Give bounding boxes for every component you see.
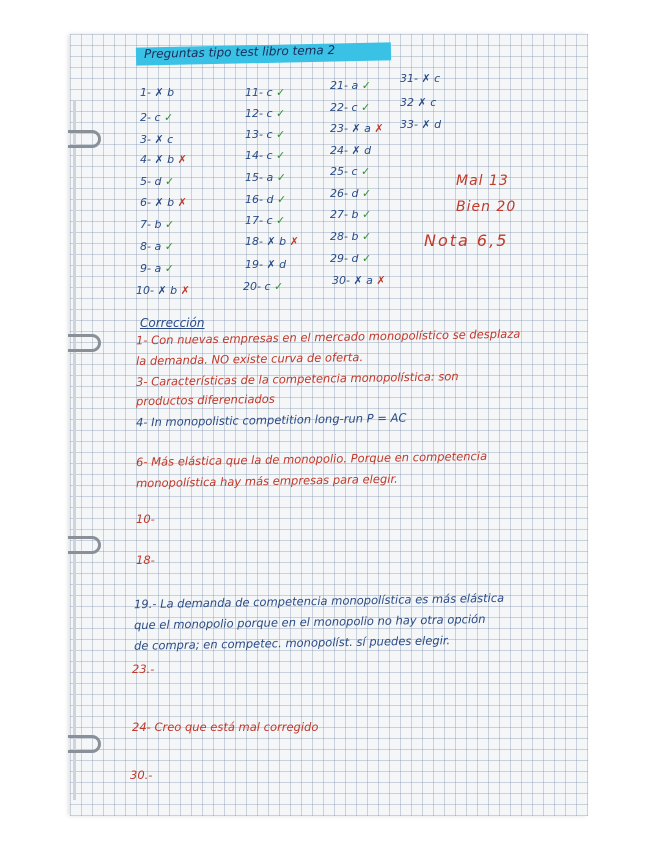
answer-item (400, 118, 441, 131)
answer-item (400, 96, 436, 109)
answer-mark: ✗ (177, 196, 187, 209)
correction-line: 4- In monopolistic competition long-run P = AC (135, 410, 407, 430)
answer-item (245, 193, 286, 206)
answer-item (136, 284, 190, 297)
answer-item (140, 218, 174, 231)
correction-line: 30.- (130, 768, 153, 782)
answer-item (245, 149, 285, 162)
answer-mark: ✗ (374, 122, 384, 135)
answer-item (332, 274, 386, 287)
answer-mark: ✓ (361, 208, 372, 221)
answer-item (330, 208, 371, 221)
answer-text: 5- d (140, 175, 162, 188)
answer-item (245, 128, 285, 141)
answer-text: 25- c (330, 165, 358, 178)
answer-mark: ✓ (276, 214, 286, 227)
answer-text: 4- ✗ b (140, 153, 175, 166)
correction-line: 24- Creo que está mal corregido (132, 720, 319, 734)
answer-item (243, 280, 283, 293)
answer-text: 27- b (330, 208, 359, 221)
answer-mark: ✗ (177, 153, 187, 166)
answer-text: 11- c (245, 86, 273, 99)
answer-mark: ✓ (164, 175, 175, 188)
answer-mark: ✓ (361, 165, 371, 178)
score-right: Bien 20 (456, 199, 517, 215)
answer-item (330, 187, 371, 200)
answer-item (330, 144, 371, 157)
correction-line: 19.- La demanda de competencia monopolística es más elástica (133, 590, 505, 612)
answer-mark: ✓ (164, 240, 174, 253)
answer-mark: ✓ (164, 111, 174, 124)
answer-mark: ✓ (276, 193, 287, 206)
answer-text: 8- a (140, 240, 162, 253)
answer-item (245, 86, 285, 99)
answer-text: 24- ✗ d (330, 144, 372, 157)
answer-text: 10- ✗ b (136, 284, 178, 297)
answer-item (330, 165, 370, 178)
answer-item (140, 153, 187, 166)
answer-text: 12- c (245, 107, 273, 120)
answer-text: 7- b (140, 218, 162, 231)
answer-text: 15- a (245, 171, 274, 184)
correction-line: 23.- (132, 662, 155, 676)
answer-mark: ✓ (276, 171, 286, 184)
correction-line: que el monopolio porque en el monopolio no hay otra opción (133, 611, 486, 633)
answer-mark: ✓ (164, 262, 174, 275)
answer-mark: ✓ (361, 101, 371, 114)
answer-text: 18- ✗ b (245, 235, 287, 248)
answer-text: 21- a (330, 79, 359, 92)
answer-text: 22- c (330, 101, 358, 114)
answer-mark: ✓ (361, 252, 372, 265)
binder-ring (68, 536, 101, 554)
answer-mark: ✓ (276, 149, 286, 162)
answer-item (330, 122, 384, 135)
answer-text: 29- d (330, 252, 359, 265)
final-grade: Nota 6,5 (424, 231, 509, 250)
answer-mark: ✗ (376, 274, 386, 287)
answer-text: 14- c (245, 149, 273, 162)
answer-item (140, 175, 174, 188)
answer-item (245, 258, 286, 271)
answer-item (400, 72, 440, 85)
correction-line: 1- Con nuevas empresas en el mercado monopolístico se desplaza (135, 326, 521, 348)
answer-mark: ✓ (276, 128, 286, 141)
answer-item (245, 107, 285, 120)
answer-text: 9- a (140, 262, 162, 275)
answer-mark: ✓ (276, 107, 286, 120)
answer-text: 28- b (330, 230, 359, 243)
answer-mark: ✗ (180, 284, 190, 297)
answer-item (330, 230, 371, 243)
correction-line: 3- Características de la competencia monopolística: son (135, 369, 459, 389)
answer-item (140, 196, 187, 209)
answer-text: 20- c (243, 280, 271, 293)
answer-item (245, 235, 299, 248)
answer-text: 23- ✗ a (330, 122, 371, 135)
answer-text: 32 ✗ c (400, 96, 437, 109)
answer-mark: ✓ (276, 86, 286, 99)
answer-text: 16- d (245, 193, 274, 206)
page-title: Preguntas tipo test libro tema 2 (143, 43, 336, 61)
answer-text: 6- ✗ b (140, 196, 175, 209)
answer-mark: ✓ (361, 187, 372, 200)
answer-mark: ✓ (164, 218, 175, 231)
answer-mark: ✗ (289, 235, 299, 248)
answer-text: 1- ✗ b (140, 86, 175, 99)
answer-item (245, 171, 286, 184)
answer-text: 33- ✗ d (400, 118, 442, 131)
answer-item (140, 86, 174, 99)
answer-item (245, 214, 285, 227)
answer-item (140, 262, 174, 275)
correction-line: de compra; en competec. monopolíst. sí puedes elegir. (133, 633, 451, 653)
correction-line: monopolística hay más empresas para elegir. (135, 471, 398, 491)
answer-text: 2- c (140, 111, 161, 124)
binder-ring (68, 334, 101, 352)
answer-text: 3- ✗ c (140, 133, 174, 146)
correction-line: 6- Más elástica que la de monopolio. Porque en competencia (135, 448, 488, 470)
answer-text: 17- c (245, 214, 273, 227)
answer-text: 30- ✗ a (332, 274, 373, 287)
answer-item (330, 79, 371, 92)
answer-mark: ✓ (274, 280, 284, 293)
correction-line: 10- (136, 512, 155, 526)
correction-line: 18- (136, 553, 155, 567)
answer-item (330, 101, 370, 114)
answer-item (330, 252, 371, 265)
answer-item (140, 111, 173, 124)
answer-text: 19- ✗ d (245, 258, 287, 271)
answer-mark: ✓ (361, 230, 372, 243)
answer-text: 26- d (330, 187, 359, 200)
binder-ring (68, 735, 101, 753)
answer-item (140, 240, 174, 253)
binder-margin (73, 100, 76, 800)
answer-text: 31- ✗ c (400, 72, 441, 85)
answer-mark: ✓ (361, 79, 371, 92)
answer-text: 13- c (245, 128, 273, 141)
correction-heading: Corrección (140, 316, 205, 330)
score-wrong: Mal 13 (456, 173, 509, 189)
correction-line: productos diferenciados (135, 391, 275, 409)
answer-item (140, 133, 173, 146)
correction-line: la demanda. NO existe curva de oferta. (135, 350, 364, 368)
binder-ring (68, 130, 101, 148)
